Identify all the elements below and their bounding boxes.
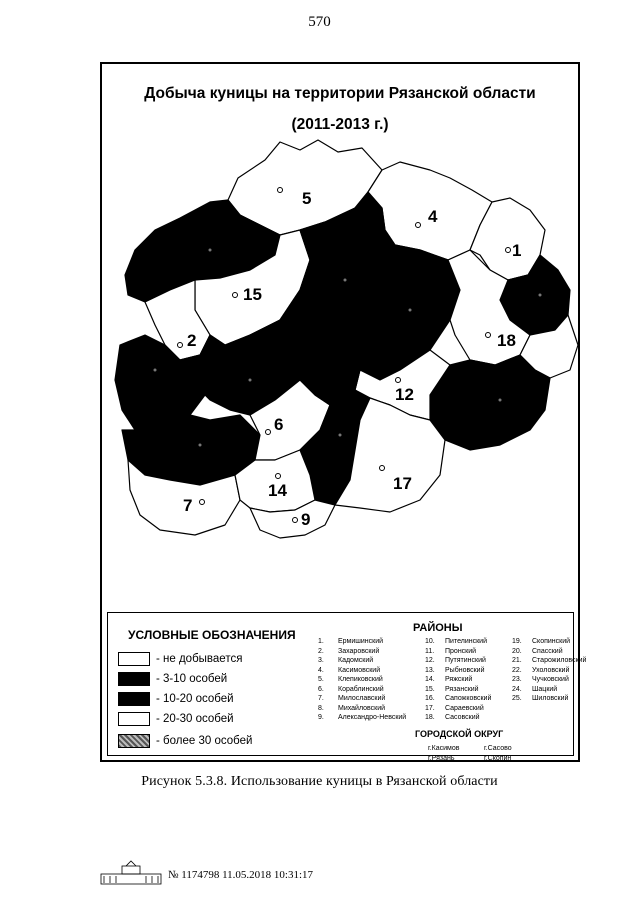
district-row: 14. Ряжский	[425, 676, 473, 683]
district-label-2: 2	[187, 331, 197, 350]
map-title-line1: Добыча куницы на территории Рязанской области	[144, 85, 536, 102]
legend-item-20-30	[118, 710, 234, 727]
district-southeast	[430, 355, 550, 450]
city-districts-title: ГОРОДСКОЙ ОКРУГ	[415, 729, 504, 739]
district-label-1: 1	[512, 241, 522, 260]
district-row: 16. Сапожковский	[425, 695, 492, 702]
district-row: 5. Клепиковский	[318, 676, 383, 683]
district-label-4: 4	[428, 207, 438, 226]
district-row: 2. Захаровский	[318, 647, 380, 655]
district-row: 13. Рыбновский	[425, 666, 485, 674]
district-row: 3. Кадомский	[318, 657, 374, 664]
district-row: 15. Рязанский	[425, 685, 479, 693]
district-row: 6. Кораблинский	[318, 685, 384, 693]
district-label-17: 17	[393, 474, 412, 493]
district-label-7: 7	[183, 496, 193, 515]
city-item: г.Скопин	[484, 755, 512, 762]
legend-item-10-20	[118, 690, 234, 707]
ryazan-region-map	[100, 130, 580, 540]
districts-column-3	[512, 637, 586, 704]
legend-label: - более 30 особей	[156, 734, 253, 747]
page-number: 570	[308, 14, 331, 30]
district-label-12: 12	[395, 385, 414, 404]
legend-swatch-black	[118, 692, 150, 706]
district-row: 18. Сасовский	[425, 714, 480, 721]
districts-column-1	[318, 637, 406, 723]
building-stamp-icon	[100, 860, 162, 886]
district-row: 19. Скопинский	[512, 638, 571, 645]
district-row: 10. Пителинский	[425, 638, 487, 645]
district-row: 17. Сараевский	[425, 704, 484, 712]
legend-item-over-30	[118, 732, 252, 749]
legend-item-none	[118, 650, 242, 667]
legend-item-3-10	[118, 670, 227, 687]
registration-stamp: № 1174798 11.05.2018 10:31:17	[168, 869, 314, 881]
legend-swatch-black	[118, 672, 150, 686]
district-label-14: 14	[268, 481, 287, 500]
district-row: 8. Михайловский	[318, 704, 386, 712]
districts-column-2	[425, 637, 491, 723]
district-label-9: 9	[301, 510, 311, 529]
district-label-5: 5	[302, 189, 312, 208]
district-row: 9. Александро-Невский	[318, 714, 407, 721]
district-row: 12. Путятинский	[425, 657, 486, 664]
legend-swatch-white	[118, 652, 150, 666]
legend-label: - 10-20 особей	[156, 692, 234, 705]
district-row: 11. Пронский	[425, 647, 477, 655]
city-item: г.Касимов	[428, 745, 460, 752]
legend-swatch-pattern	[118, 734, 150, 748]
district-label-6: 6	[274, 415, 284, 434]
legend-label: - не добывается	[156, 652, 243, 665]
figure-caption: Рисунок 5.3.8. Использование куницы в Рязанской области	[141, 774, 498, 789]
district-label-18: 18	[497, 331, 516, 350]
district-row: 1. Ермишинский	[318, 638, 384, 645]
district-row: 22. Ухоловский	[512, 666, 570, 674]
district-row: 23. Чучковский	[512, 676, 569, 683]
district-row: 20. Спасский	[512, 647, 563, 655]
legend-label: - 3-10 особей	[156, 672, 228, 685]
district-row: 4. Касимовский	[318, 666, 381, 674]
district-label-15: 15	[243, 285, 262, 304]
city-item: г.Сасово	[484, 745, 512, 752]
legend-label: - 20-30 особей	[156, 712, 234, 725]
district-row: 7. Милославский	[318, 695, 386, 702]
city-item: г.Рязань	[428, 755, 455, 762]
legend-title: УСЛОВНЫЕ ОБОЗНАЧЕНИЯ	[128, 628, 296, 642]
district-row: 25. Шиловский	[512, 695, 569, 702]
legend-swatch-white	[118, 712, 150, 726]
map-title-line2: (2011-2013 г.)	[291, 116, 389, 133]
districts-title: РАЙОНЫ	[413, 622, 463, 634]
district-row: 24. Шацкий	[512, 685, 558, 693]
district-row: 21. Старожиловский	[512, 657, 587, 664]
